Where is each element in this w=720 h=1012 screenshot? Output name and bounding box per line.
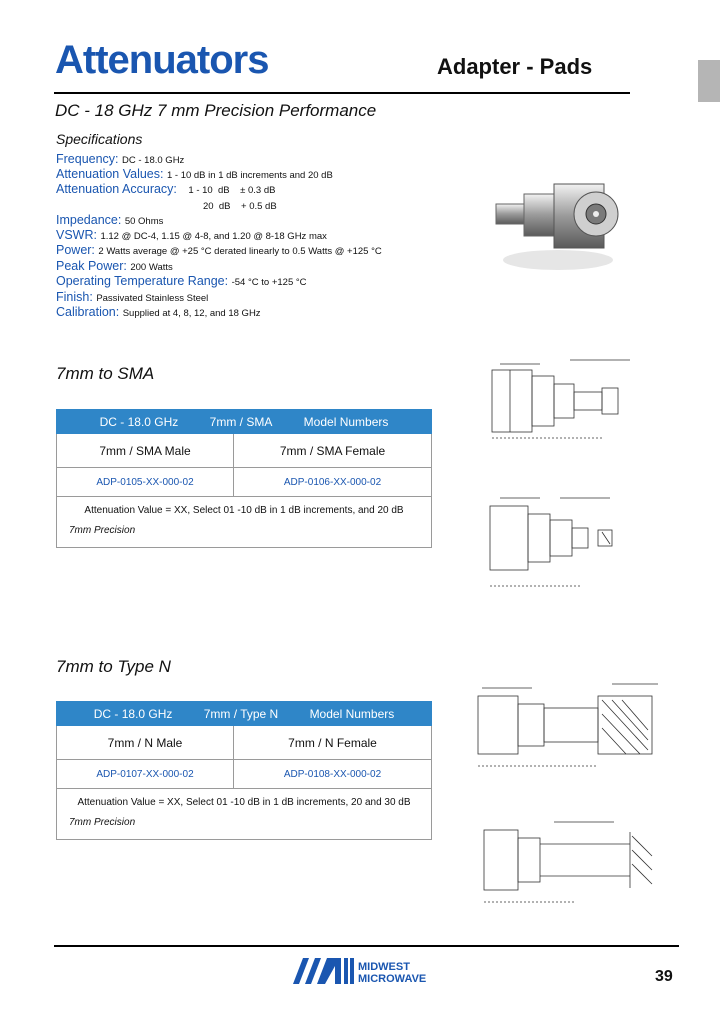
page-number: 39 [655,968,673,985]
spec-attenuation-accuracy-2 [203,198,277,212]
specifications-heading: Specifications [56,131,143,147]
typen-female-drawing [464,810,664,920]
spec-value: 50 Ohms [124,216,164,227]
sma-female-model: ADP-0106-XX-000-02 [234,468,432,497]
header-frequency: DC - 18.0 GHz [93,706,173,721]
spec-value: 1 - 10 dB ± 0.3 dB [188,185,276,196]
spec-label: Frequency: [56,152,119,166]
typen-female-model: ADP-0108-XX-000-02 [234,760,432,789]
spec-value: 200 Watts [130,262,173,273]
header-model-numbers: Model Numbers [303,414,389,429]
header-type: 7mm / SMA [209,414,273,429]
spec-label: Impedance: [56,213,122,227]
spec-value: 2 Watts average @ +25 °C derated linearly to 0.5 Watts @ +125 °C [98,246,382,257]
typen-male-model: ADP-0107-XX-000-02 [57,760,234,789]
typen-table-header [57,702,432,726]
spec-value: 20 dB + 0.5 dB [203,201,277,212]
spec-finish [56,290,208,304]
spec-power [56,243,382,257]
sma-attenuation-note: Attenuation Value = XX, Select 01 -10 dB in 1 dB increments, and 20 dB [84,505,404,516]
spec-label: Operating Temperature Range: [56,274,229,288]
spec-label: Calibration: [56,305,120,319]
page-title: Attenuators [55,38,269,82]
spec-attenuation-accuracy [56,182,275,196]
spec-label: Attenuation Accuracy: [56,182,177,196]
sma-section-heading: 7mm to SMA [56,364,155,383]
sma-male-column: 7mm / SMA Male [57,434,234,468]
typen-section-heading: 7mm to Type N [56,657,171,676]
top-rule [54,92,630,94]
spec-value: 1 - 10 dB in 1 dB increments and 20 dB [166,170,333,181]
spec-impedance [56,213,163,227]
adapter-product-photo [488,160,628,280]
typen-note-cell [57,789,432,840]
spec-peak-power [56,259,173,273]
section-tab-marker [698,60,720,102]
spec-value: Supplied at 4, 8, 12, and 18 GHz [122,308,261,319]
midwest-microwave-logo-icon [293,958,355,984]
sma-table-header [57,410,432,434]
sma-model-table [56,409,432,548]
header-frequency: DC - 18.0 GHz [99,414,179,429]
company-name-line2: MICROWAVE [358,973,427,985]
spec-value: DC - 18.0 GHz [122,155,185,166]
company-name-line1: MIDWEST [358,961,410,973]
spec-frequency [56,152,184,166]
header-type: 7mm / Type N [203,706,279,721]
sma-female-drawing [480,490,640,600]
typen-male-column: 7mm / N Male [57,726,234,760]
sma-male-model: ADP-0105-XX-000-02 [57,468,234,497]
spec-value: Passivated Stainless Steel [96,293,209,304]
typen-model-table [56,701,432,840]
spec-label: Finish: [56,290,93,304]
typen-precision-note: 7mm Precision [69,817,136,828]
spec-label: Power: [56,243,95,257]
spec-value: 1.12 @ DC-4, 1.15 @ 4-8, and 1.20 @ 8-18 GHz max [100,231,327,242]
spec-operating-temperature [56,274,307,288]
header-model-numbers: Model Numbers [309,706,395,721]
bottom-rule [54,945,679,947]
typen-attenuation-note: Attenuation Value = XX, Select 01 -10 dB in 1 dB increments, 20 and 30 dB [77,797,411,808]
performance-heading: DC - 18 GHz 7 mm Precision Performance [55,101,377,120]
typen-female-column: 7mm / N Female [234,726,432,760]
sma-male-drawing [470,350,660,460]
sma-note-cell [57,497,432,548]
spec-label: Attenuation Values: [56,167,164,181]
sma-female-column: 7mm / SMA Female [234,434,432,468]
spec-calibration [56,305,261,319]
spec-vswr [56,228,327,242]
sma-precision-note: 7mm Precision [69,525,136,536]
spec-label: VSWR: [56,228,97,242]
spec-value: -54 °C to +125 °C [231,277,307,288]
page-subtitle: Adapter - Pads [437,54,593,79]
typen-male-drawing [462,670,662,780]
spec-label: Peak Power: [56,259,127,273]
spec-attenuation-values [56,167,333,181]
company-name [358,961,426,985]
